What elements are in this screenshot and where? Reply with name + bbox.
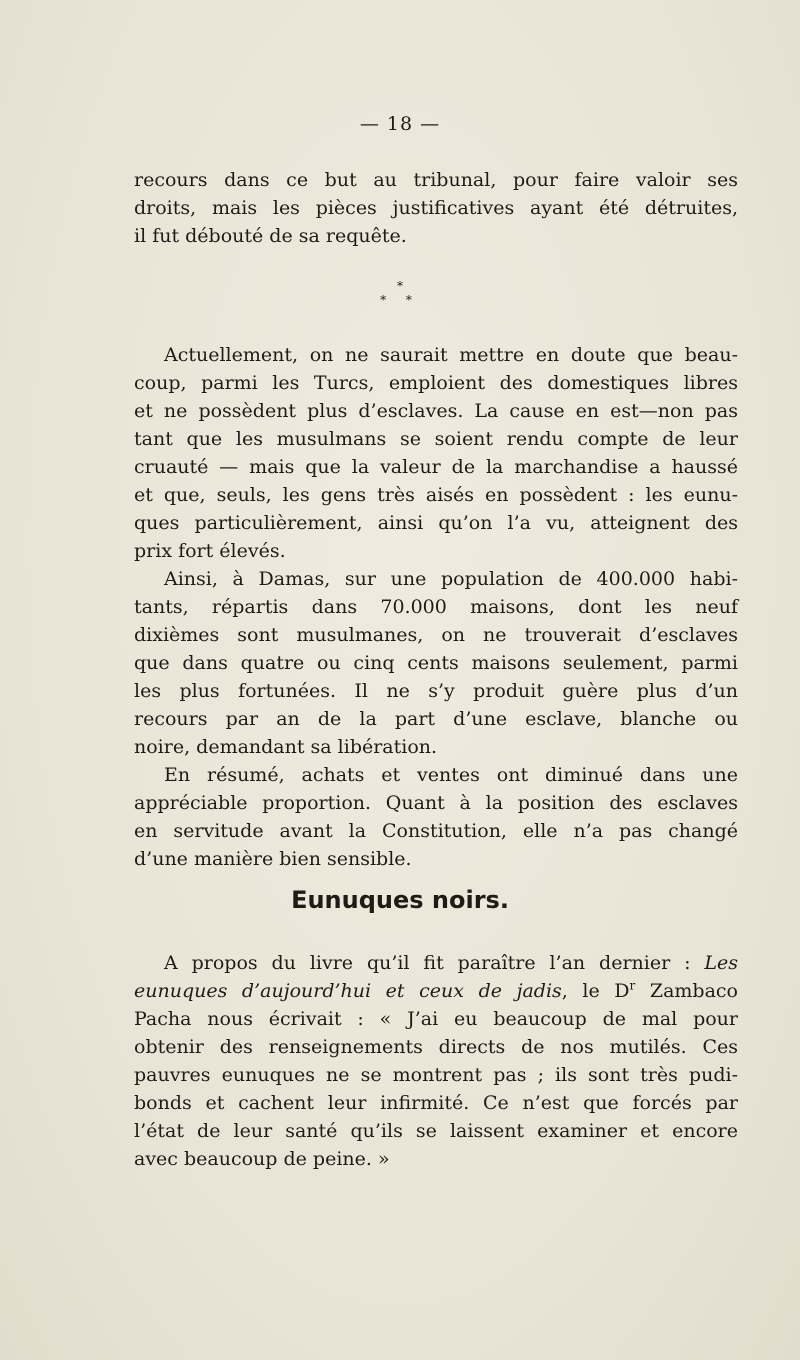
text-line: Actuellement, on ne saurait mettre en doute que beau- [164,344,738,366]
text-run: A propos du livre qu’il fit paraître l’an dernier : [164,952,705,974]
text-line: que dans quatre ou cinq cents maisons seulement, parmi [134,652,738,674]
page-number: — 18 — [359,113,441,135]
text-line: tant que les musulmans se soient rendu compte de leur [134,428,738,450]
text-line: dixièmes sont musulmanes, on ne trouverait d’esclaves [134,624,738,646]
text-line: les plus fortunées. Il ne s’y produit guère plus d’un [134,680,738,702]
text-line: Ainsi, à Damas, sur une population de 400.000 habi- [164,568,738,590]
book-title-end: eunuques d’aujourd’hui et ceux de jadis [134,980,562,1002]
ornament-stars-bottom: * * [380,293,420,307]
section-title: Eunuques noirs. [291,886,509,914]
text-line: recours par an de la part d’une esclave, blanche ou [134,708,738,730]
text-line: En résumé, achats et ventes ont diminué dans une [164,764,738,786]
main-text [134,341,738,873]
text-line: pauvres eunuques ne se montrent pas ; ils sont très pudi- [134,1064,738,1086]
text-line: d’une manière bien sensible. [134,848,412,870]
text-line: prix fort élevés. [134,540,286,562]
text-line: droits, mais les pièces justificatives ayant été détruites, [134,197,738,219]
ornament-star-top: * [397,279,403,293]
text-line: recours dans ce but au tribunal, pour faire valoir ses [134,169,738,191]
text-line: Pacha nous écrivait : « J’ai eu beaucoup de mal pour [134,1008,738,1030]
section-ornament [0,280,800,306]
text-line: et que, seuls, les gens très aisés en possèdent : les eunu- [134,484,738,506]
text-line [134,949,738,977]
text-run: Zambaco [635,980,738,1002]
text-line: coup, parmi les Turcs, emploient des domestiques libres [134,372,738,394]
text-line: il fut débouté de sa requête. [134,225,407,247]
doctor-superscript: r [629,978,636,993]
paragraph-continuation [134,166,738,250]
text-run: , le D [561,980,630,1002]
text-line: l’état de leur santé qu’ils se laissent examiner et encore [134,1120,738,1142]
text-line: noire, demandant sa libération. [134,736,438,758]
text-line: tants, répartis dans 70.000 maisons, dont les neuf [134,596,738,618]
final-paragraph [134,949,738,1173]
text-line: bonds et cachent leur infirmité. Ce n’est que forcés par [134,1092,738,1114]
text-line [134,977,738,1005]
text-line: cruauté — mais que la valeur de la marchandise a haussé [134,456,738,478]
book-title-start: Les [704,952,738,974]
text-line: en servitude avant la Constitution, elle n’a pas changé [134,820,738,842]
text-line: appréciable proportion. Quant à la position des esclaves [134,792,738,814]
text-line: et ne possèdent plus d’esclaves. La cause en est—non pas [134,400,738,422]
text-line: obtenir des renseignements directs de nos mutilés. Ces [134,1036,738,1058]
text-line: ques particulièrement, ainsi qu’on l’a vu, atteignent des [134,512,738,534]
text-line: avec beaucoup de peine. » [134,1148,390,1170]
